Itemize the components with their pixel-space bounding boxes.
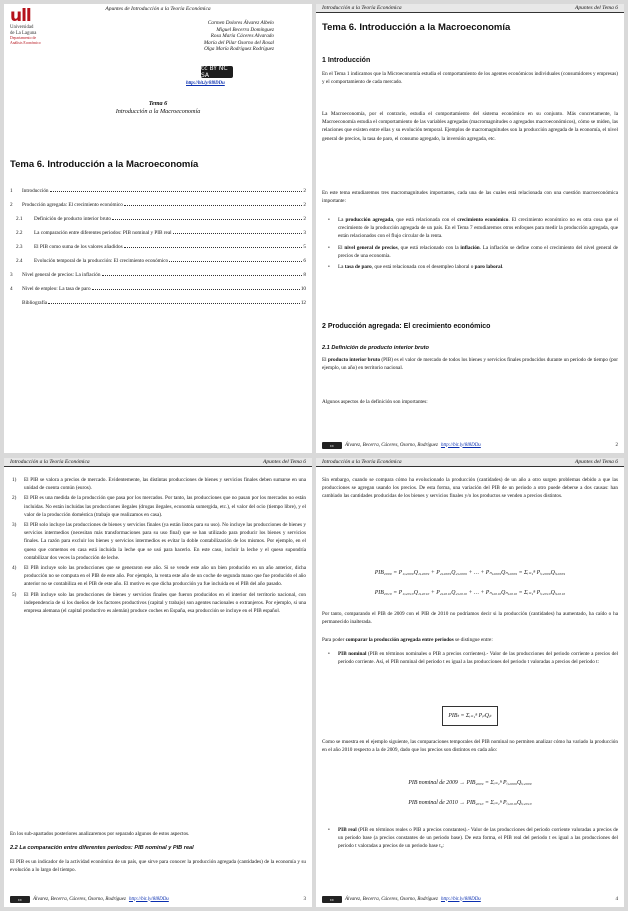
toc-page: 2 — [303, 202, 306, 208]
footer-authors: Álvarez, Becerra, Cáceres, Osorno, Rodríguez — [345, 442, 438, 448]
page-header — [316, 4, 624, 13]
header-right: Apuntes del Tema 6 — [262, 459, 306, 465]
paragraph: El PIB es un indicador de la actividad económica de un país, que sirve para conocer la producción agregada (cantidades) de la economía y su evolución a lo largo del tiempo. — [10, 859, 306, 874]
authors-list — [114, 20, 274, 53]
page-number: 2 — [615, 442, 618, 448]
equation-box: PIBₜ = Σᵢ₌₁ⁿ PᵢₜQᵢₜ — [442, 706, 498, 726]
toc-entry[interactable] — [10, 216, 306, 230]
item-number: 1) — [12, 477, 17, 483]
creative-commons-icon: cc — [10, 896, 30, 903]
toc-entry[interactable] — [10, 286, 306, 300]
paragraph: En el Tema 1 indicamos que la Microeconomía estudia el comportamiento de los agentes económicos individuales (consumidores y empresas) y el comportamiento de cada mercado. — [322, 71, 618, 86]
toc-page: 12 — [300, 300, 306, 306]
toc-entry[interactable] — [10, 244, 306, 258]
page-number: 4 — [615, 896, 618, 902]
logo-place: de La Laguna — [10, 30, 37, 36]
toc-label: Nivel general de precios: La inflación — [22, 272, 101, 278]
item-text: El PIB solo incluye las producciones de bienes y servicios finales (ya están listos para su uso). No incluye las producciones de bienes y servicios intermedios (necesitan más transformaciones para su uso final) que se han utilizado para producir los bienes y servicios finales. La razón para excluir los bienes y servicios intermedios es evitar la doble contabilización de los mismos. Por ejemplo, en el queso que comemos en casa está incluida la leche que se usó para hacerlo. En este caso, incluir la leche y el queso supondría contabilizar dos veces la producción de leche. — [24, 522, 306, 561]
equation: PIB₂₀₁₀ = P₁,₂₀₁₀Q₁,₂₀₁₀ + P₂,₂₀₁₀Q₂,₂₀₁₀ + … + Pₙ,₂₀₁₀Qₙ,₂₀₁₀ = Σᵢ₌₁ⁿ Pᵢ,₂₀₁₀Qᵢ,₂₀₁₀ — [374, 590, 566, 596]
header-left: Introducción a la Teoría Económica — [322, 459, 402, 465]
paragraph: Para poder comparar la producción agregada entre periodos se distingue entre: — [322, 637, 493, 643]
footer-link[interactable]: http://bit.ly/8l8DDu — [440, 896, 481, 902]
paragraph: En los sub-apartados posteriores analizaremos por separado algunos de estos aspectos. — [10, 831, 190, 837]
author: María del Pilar Osorno del Rosal — [203, 39, 274, 46]
toc-leader — [50, 191, 303, 192]
subsection-heading: 2.1 Definición de producto interior bruto — [322, 345, 429, 351]
page-number: 3 — [303, 896, 306, 902]
toc-entry[interactable] — [10, 202, 306, 216]
list-item: • La producción agregada, que está relacionada con el crecimiento económico. El crecimiento económico no es otra cosa que el crecimiento de la producción agregada de un país. En el Tema 7 estudiaremos otros enfoques para medir la producción agregada, que están relacionados con el flujo circular de la renta. — [322, 216, 618, 241]
toc-page: 6 — [303, 258, 306, 264]
toc-leader — [48, 303, 300, 304]
license-link[interactable]: http://bit.ly/8l8DDu — [186, 81, 225, 86]
list-item: • La tasa de paro, que está relacionada con el desempleo laboral o paro laboral. — [322, 263, 618, 271]
toc-leader — [169, 261, 302, 262]
toc-leader — [92, 289, 300, 290]
page-footer — [322, 440, 618, 450]
bullet-list — [322, 216, 618, 274]
toc-leader — [124, 247, 303, 248]
numbered-list — [10, 476, 306, 617]
header-left: Introducción a la Teoría Económica — [10, 459, 90, 465]
page-header — [316, 458, 624, 467]
creative-commons-icon: cc — [322, 896, 342, 903]
paragraph: Por tanto, comparando el PIB de 2009 con el PIB de 2010 no podríamos decir si la producción (cantidades) ha aumentado, ha caído o ha permanecido inalterada. — [322, 611, 618, 626]
paragraph: La Macroeconomía, por el contrario, estudia el comportamiento del sistema económico en su conjunto. Más concretamente, la Macroeconomía estudia el comportamiento de las variables agregadas (macromagnitudes o agregados macroeconómicos), cómo se miden, las relaciones que existen entre ellas y su evolución temporal. Ejemplos de macromagnitudes son la producción agregada de la economía, el nivel general de precios, la tasa de paro, el consumo agregado, la inversión agregada, etc. — [322, 111, 618, 142]
toc-leader — [173, 233, 303, 234]
table-of-contents — [10, 188, 306, 314]
toc-entry[interactable] — [10, 230, 306, 244]
footer-link[interactable]: http://bit.ly/8l8DDu — [128, 896, 169, 902]
toc-number: 2 — [10, 202, 13, 208]
tema-subtitle: Introducción a la Macroeconomía — [115, 107, 201, 115]
equation: PIB nominal de 2009 → PIB₂₀₀₉ = Σᵢ₌₁ⁿ Pᵢ,₂₀₀₉Qᵢ,₂₀₀₉ — [408, 780, 532, 786]
list-item — [10, 476, 306, 492]
toc-leader — [124, 205, 303, 206]
toc-label: Definición de producto interior bruto — [34, 216, 111, 222]
toc-number: 2.1 — [16, 216, 23, 222]
list-item: • PIB real (PIB en términos reales o PIB a precios constantes).- Valor de las producciones del periodo corriente valoradas a precios de un periodo base (a precios constantes de un periodo base). De esta forma, el PIB real del periodo t es igual a las producciones del periodo t valoradas a precios de un periodo base t₀: — [322, 826, 618, 851]
list-item: • El nivel general de precios, que está relacionado con la inflación. La inflación se define como el crecimiento del nivel general de precios de una economía. — [322, 244, 618, 260]
logo-mark: ull — [10, 6, 31, 26]
page-footer — [322, 894, 618, 904]
page-1 — [4, 4, 312, 453]
item-text: El PIB se valora a precios de mercado. Evidentemente, las distintas producciones de bienes y servicios finales deben sumarse en una unidad de cuenta común (euros). — [24, 477, 306, 492]
item-number: 2) — [12, 495, 17, 502]
list-item: • PIB nominal (PIB en términos nominales o PIB a precios corrientes).- Valor de las producciones del periodo corriente a precios del periodo corriente. Así, el PIB nominal del periodo t es igual a las producciones del periodo t valoradas a precios del periodo t: — [322, 650, 618, 666]
footer-authors: Álvarez, Becerra, Cáceres, Osorno, Rodríguez — [33, 896, 126, 902]
toc-page: 3 — [303, 230, 306, 236]
toc-label: Nivel de empleo: La tasa de paro — [22, 286, 91, 292]
logo-university: Universidad — [10, 25, 34, 30]
tema-number: Tema 6 — [148, 100, 168, 107]
creative-commons-icon: cc — [322, 442, 342, 449]
logo-dept-line1: Departamento de — [10, 36, 37, 40]
toc-number: 2.4 — [16, 258, 23, 264]
page-title: Tema 6. Introducción a la Macroeconomía — [322, 22, 511, 33]
toc-label: Introducción — [22, 188, 49, 194]
page-header — [4, 4, 312, 13]
bullet-list — [322, 650, 618, 669]
footer-authors: Álvarez, Becerra, Cáceres, Osorno, Rodríguez — [345, 896, 438, 902]
item-number: 5) — [12, 591, 17, 598]
header-right: Apuntes del Tema 6 — [574, 459, 618, 465]
toc-page: 2 — [303, 216, 306, 222]
toc-label: Bibliografía — [22, 300, 48, 306]
creative-commons-badge: cc BY NC SA — [201, 66, 233, 78]
toc-label: Evolución temporal de la producción: El crecimiento económico — [34, 258, 169, 264]
toc-number: 1 — [10, 188, 13, 194]
footer-link[interactable]: http://bit.ly/8l8DDu — [440, 442, 481, 448]
toc-label: Producción agregada: El crecimiento económico — [22, 202, 123, 208]
list-item — [10, 591, 306, 616]
toc-number: 2.2 — [16, 230, 23, 236]
toc-page: 8 — [303, 272, 306, 278]
university-logo — [10, 8, 50, 45]
toc-entry[interactable] — [10, 258, 306, 272]
item-number: 3) — [12, 522, 17, 529]
toc-leader — [112, 219, 302, 220]
bullet-list — [322, 826, 618, 854]
author: Miguel Becerra Domínguez — [216, 26, 274, 33]
paragraph: El producto interior bruto (PIB) es el valor de mercado de todos los bienes y servicios finales producidos durante un periodo de tiempo (por ejemplo, un año) en territorio nacional. — [322, 357, 618, 372]
header-left: Introducción a la Teoría Económica — [322, 5, 402, 11]
toc-page: 5 — [303, 244, 306, 250]
equation: PIB nominal de 2010 → PIB₂₀₁₀ = Σᵢ₌₁ⁿ Pᵢ,₂₀₁₀Qᵢ,₂₀₁₀ — [408, 800, 532, 806]
paragraph: Como se muestra en el ejemplo siguiente, las comparaciones temporales del PIB nominal no permiten analizar cómo ha variado la producción en el año 2010 respecto a la de 2009, dado que los precios son distintos en cada año: — [322, 739, 618, 754]
equation: PIB₂₀₀₉ = P₁,₂₀₀₉Q₁,₂₀₀₉ + P₂,₂₀₀₉Q₂,₂₀₀₉ + … + Pₙ,₂₀₀₉Qₙ,₂₀₀₉ = Σᵢ₌₁ⁿ Pᵢ,₂₀₀₉Qᵢ,₂₀₀₉ — [374, 570, 566, 576]
toc-label: La comparación entre diferentes periodos: PIB nominal y PIB real — [34, 230, 172, 236]
toc-entry[interactable] — [10, 272, 306, 286]
paragraph: Sin embargo, cuando se compara cómo ha evolucionado la producción (cantidades) de un año a otro surgen problemas debido a que las producciones se agregan usando los precios. De esta forma, una variación del PIB de un periodo a otro puede deberse a dos causas: han cambiado las cantidades producidas de los bienes y servicios finales y/o los productos se venden a precios distintos. — [322, 477, 618, 500]
paragraph: Algunos aspectos de la definición son importantes: — [322, 399, 428, 405]
page-3 — [4, 458, 312, 907]
page-footer — [10, 894, 306, 904]
document-title: Tema 6. Introducción a la Macroeconomía — [10, 159, 199, 170]
item-number: 4) — [12, 565, 17, 572]
list-item — [10, 494, 306, 519]
item-text: El PIB incluye solo las producciones de bienes y servicios finales que fueron producidos en el interior del territorio nacional, con independencia de si los dueños de los factores productivos (capital y trabajo) son agentes nacionales o extranjeros. Por ejemplo, si una empresa alemana (el capital productivo es alemán) produce coches en España, esa producción se incluye en el PIB español. — [24, 591, 306, 615]
toc-label: El PIB como suma de los valores añadidos — [34, 244, 123, 250]
header-title: Apuntes de Introducción a la Teoría Económica — [105, 5, 211, 12]
logo-dept-line2: Análisis Económico — [10, 40, 41, 45]
toc-number: 2.3 — [16, 244, 23, 250]
toc-leader — [102, 275, 303, 276]
header-right: Apuntes del Tema 6 — [574, 5, 618, 11]
page-4 — [316, 458, 624, 907]
toc-page: 2 — [303, 188, 306, 194]
paragraph: En este tema estudiaremos tres macromagnitudes importantes, cada una de las cuales está relacionada con una cuestión macroeconómica importante: — [322, 190, 618, 205]
author: Carmen Dolores Álvarez Albelo — [207, 20, 274, 26]
toc-entry[interactable] — [10, 188, 306, 202]
author: Olga María Rodríguez Rodríguez — [204, 46, 274, 53]
toc-number: 4 — [10, 286, 13, 292]
item-text: El PIB incluye solo las producciones que se generaron ese año. Si se vende este año un bien producido en un año anterior, dicha producción no se computa en el PIB de este año. Por ejemplo, la venta este año de un coche de segunda mano que fue producido el año anterior no se contabiliza en el PIB de este año. El motivo es que dicha producción ya fue incluida en el PIB del año pasado. — [24, 565, 306, 588]
subsection-heading: 2.2 La comparación entre diferentes periodos: PIB nominal y PIB real — [10, 845, 194, 851]
author: Rosa María Cáceres Alvarado — [210, 33, 274, 40]
list-item — [10, 521, 306, 562]
item-text: El PIB es una medida de la producción que pasa por los mercados. Por tanto, las producciones que no pasan por los mercados no están incluidas. No están incluidas las producciones ilegales (drogas ilegales, economía sumergida, etc.), el valor del ocio (tiempo libre), y el valor de la producción doméstica (trabajo que realizamos en casa). — [24, 495, 306, 518]
section-heading: 1 Introducción — [322, 57, 371, 64]
page-header — [4, 458, 312, 467]
toc-page: 10 — [300, 286, 306, 292]
toc-number: 3 — [10, 272, 13, 278]
page-2 — [316, 4, 624, 453]
section-heading: 2 Producción agregada: El crecimiento económico — [322, 323, 491, 330]
list-item — [10, 564, 306, 589]
toc-entry[interactable] — [10, 300, 306, 314]
tema-heading — [64, 100, 252, 115]
